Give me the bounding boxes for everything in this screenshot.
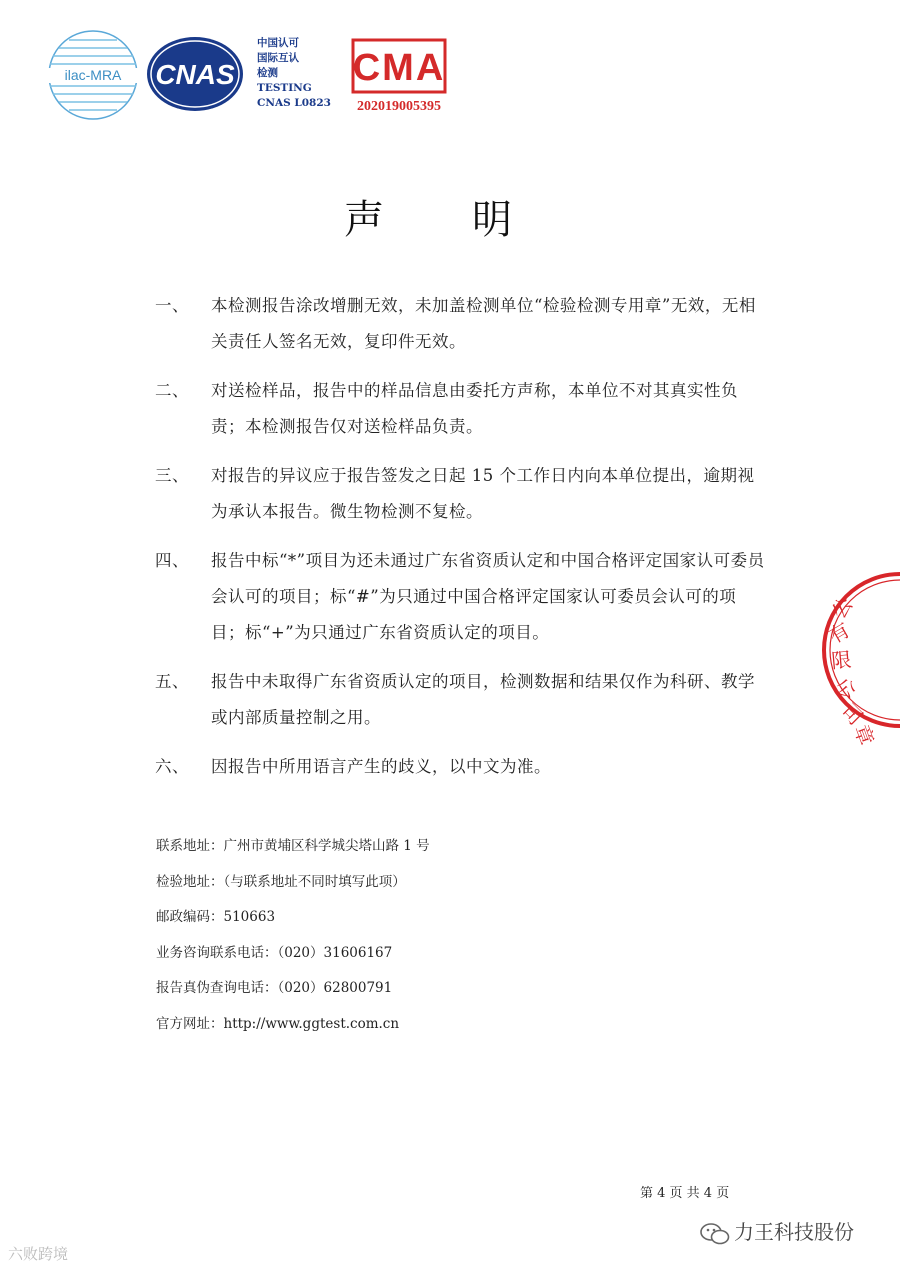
clause-text: 因报告中所用语言产生的歧义，以中文为准。: [211, 757, 551, 776]
company-seal: [820, 570, 900, 749]
clause-number: 三、: [155, 466, 189, 485]
accreditation-logos: [45, 30, 465, 120]
cnas-logo: [145, 34, 245, 114]
watermark-text: 力王科技股份: [734, 1220, 854, 1244]
clause-text: 报告中未取得广东省资质认定的项目，检测数据和结果仅作为科研、教学或内部质量控制之用。: [211, 672, 755, 727]
contact-info: [156, 832, 430, 1045]
svg-text:公: 公: [826, 592, 858, 623]
corner-watermark: [8, 1243, 68, 1264]
clause-number: 二、: [155, 381, 189, 400]
svg-text:CNAS: CNAS: [155, 59, 235, 90]
statement-clauses: [155, 288, 765, 798]
corner-watermark-text: 六败跨境: [8, 1245, 69, 1263]
clause-4: [155, 543, 765, 651]
clause-5: [155, 664, 765, 736]
svg-text:限: 限: [830, 647, 853, 673]
svg-text:司: 司: [836, 698, 868, 730]
clause-2: [155, 373, 765, 445]
svg-text:章: 章: [849, 721, 879, 749]
svg-text:CMA: CMA: [352, 47, 446, 89]
clause-1: [155, 288, 765, 360]
clause-6: [155, 749, 765, 785]
svg-text:有: 有: [824, 617, 854, 649]
clause-text: 报告中标“*”项目为还未通过广东省资质认定和中国合格评定国家认可委员会认可的项目；标“#”为只通过中国合格评定国家认可委员会认可的项目；标“+”为只通过广东省资质认定的项目。: [211, 551, 765, 642]
inspection-address: 检验地址：（与联系地址不同时填写此项）: [156, 873, 406, 890]
svg-text:公: 公: [832, 674, 860, 704]
contact-address: 联系地址：广州市黄埔区科学城尖塔山路 1 号: [156, 838, 430, 854]
page-title: 声明: [344, 197, 600, 243]
clause-3: [155, 458, 765, 530]
wechat-watermark: [700, 1216, 854, 1245]
clause-text: 本检测报告涂改增删无效，未加盖检测单位“检验检测专用章”无效，无相关责任人签名无效，复印件无效。: [211, 296, 756, 351]
clause-number: 一、: [155, 296, 189, 315]
business-phone: 业务咨询联系电话：（020）31606167: [156, 944, 393, 961]
cma-logo: [343, 34, 455, 118]
clause-number: 六、: [155, 757, 189, 776]
cnas-caption: 中国认可 国际互认 检测 TESTING CNAS L0823: [257, 37, 331, 109]
page-number: 第 4 页 共 4 页: [640, 1186, 730, 1201]
clause-number: 五、: [155, 672, 189, 691]
clause-text: 对报告的异议应于报告签发之日起 15 个工作日内向本单位提出，逾期视为承认本报告。微生物检测不复检。: [211, 466, 755, 521]
svg-text:202019005395: 202019005395: [357, 99, 441, 114]
verification-phone: 报告真伪查询电话：（020）62800791: [156, 980, 393, 996]
wechat-icon: [700, 1223, 730, 1245]
postal-code: 邮政编码：510663: [156, 909, 276, 925]
svg-text:ilac-MRA: ilac-MRA: [64, 67, 122, 83]
clause-text: 对送检样品，报告中的样品信息由委托方声称，本单位不对其真实性负责；本检测报告仅对送检样品负责。: [211, 381, 738, 436]
official-website[interactable]: 官方网址：http://www.ggtest.com.cn: [156, 1015, 400, 1032]
clause-number: 四、: [155, 551, 189, 570]
ilac-mra-logo: [45, 30, 141, 120]
